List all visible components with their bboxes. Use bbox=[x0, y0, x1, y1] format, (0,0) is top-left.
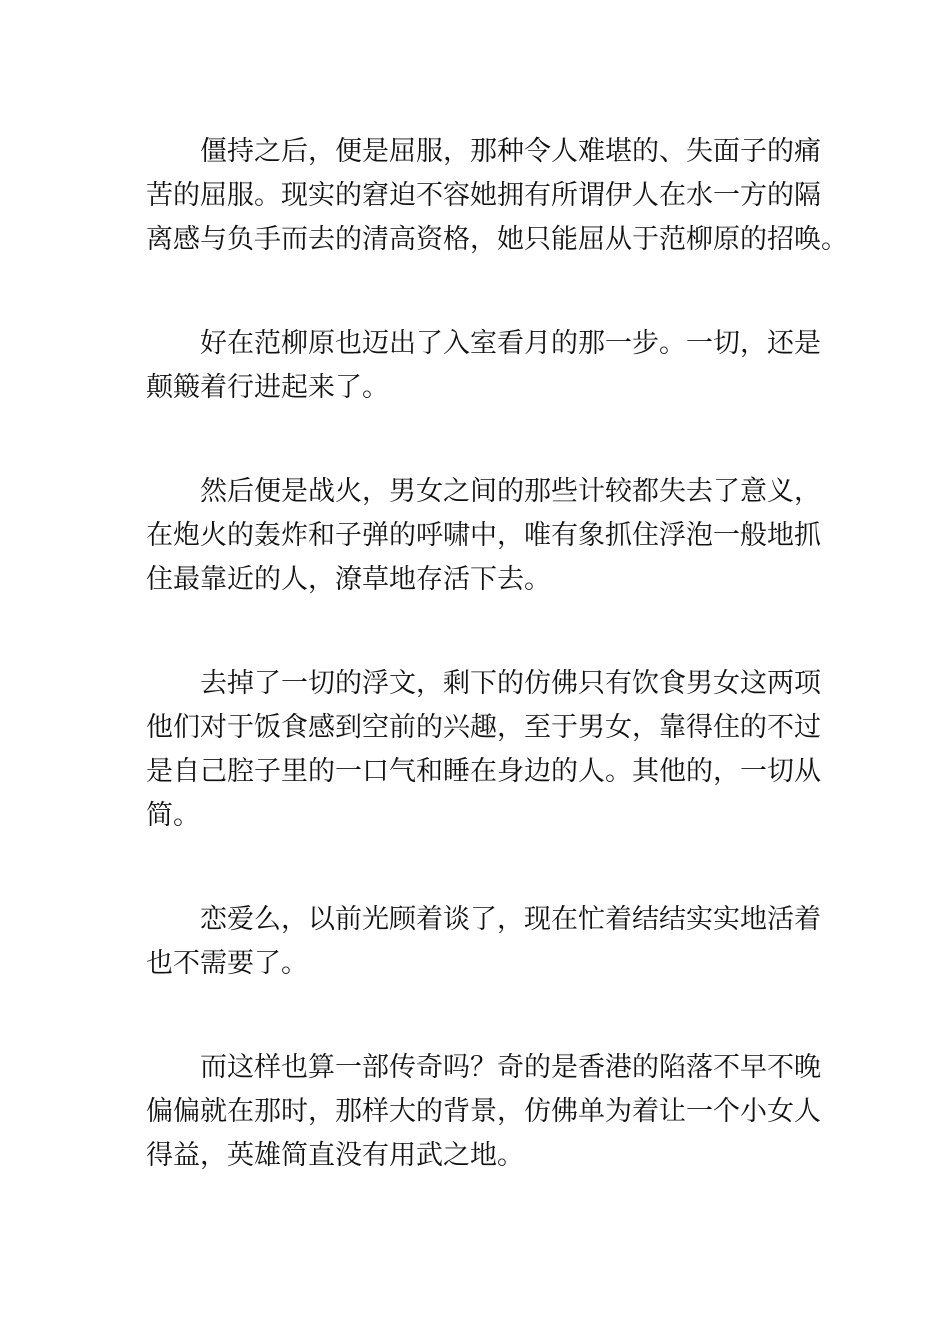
document-body bbox=[146, 130, 848, 1238]
paragraph-6 bbox=[146, 1046, 821, 1178]
paragraph-line: 在炮火的轰炸和子弹的呼啸中，唯有象抓住浮泡一般地抓 bbox=[146, 520, 821, 551]
paragraph-1 bbox=[146, 130, 848, 262]
paragraph-3 bbox=[146, 470, 821, 602]
paragraph-line: 离感与负手而去的清高资格，她只能屈从于范柳原的招唤。 bbox=[146, 224, 848, 255]
paragraph-line: 僵持之后，便是屈服，那种令人难堪的、失面子的痛 bbox=[200, 136, 821, 167]
paragraph-line: 得益，英雄简直没有用武之地。 bbox=[146, 1140, 524, 1171]
paragraph-line: 也不需要了。 bbox=[146, 948, 308, 979]
paragraph-line: 去掉了一切的浮文，剩下的仿佛只有饮食男女这两项 bbox=[200, 668, 821, 699]
paragraph-line: 住最靠近的人，潦草地存活下去。 bbox=[146, 564, 551, 595]
paragraph-line: 颠簸着行进起来了。 bbox=[146, 372, 389, 403]
paragraph-line: 好在范柳原也迈出了入室看月的那一步。一切，还是 bbox=[200, 328, 821, 359]
paragraph-4 bbox=[146, 662, 821, 838]
paragraph-5 bbox=[146, 898, 821, 986]
paragraph-line: 是自己腔子里的一口气和睡在身边的人。其他的，一切从 bbox=[146, 756, 821, 787]
paragraph-line: 苦的屈服。现实的窘迫不容她拥有所谓伊人在水一方的隔 bbox=[146, 180, 821, 211]
paragraph-line: 恋爱么，以前光顾着谈了，现在忙着结结实实地活着 bbox=[200, 904, 821, 935]
paragraph-line: 然后便是战火，男女之间的那些计较都失去了意义， bbox=[200, 476, 821, 507]
paragraph-line: 简。 bbox=[146, 800, 200, 831]
paragraph-line: 而这样也算一部传奇吗？奇的是香港的陷落不早不晚 bbox=[200, 1052, 821, 1083]
paragraph-2 bbox=[146, 322, 821, 410]
paragraph-line: 偏偏就在那时，那样大的背景，仿佛单为着让一个小女人 bbox=[146, 1096, 821, 1127]
paragraph-line: 他们对于饭食感到空前的兴趣，至于男女，靠得住的不过 bbox=[146, 712, 821, 743]
